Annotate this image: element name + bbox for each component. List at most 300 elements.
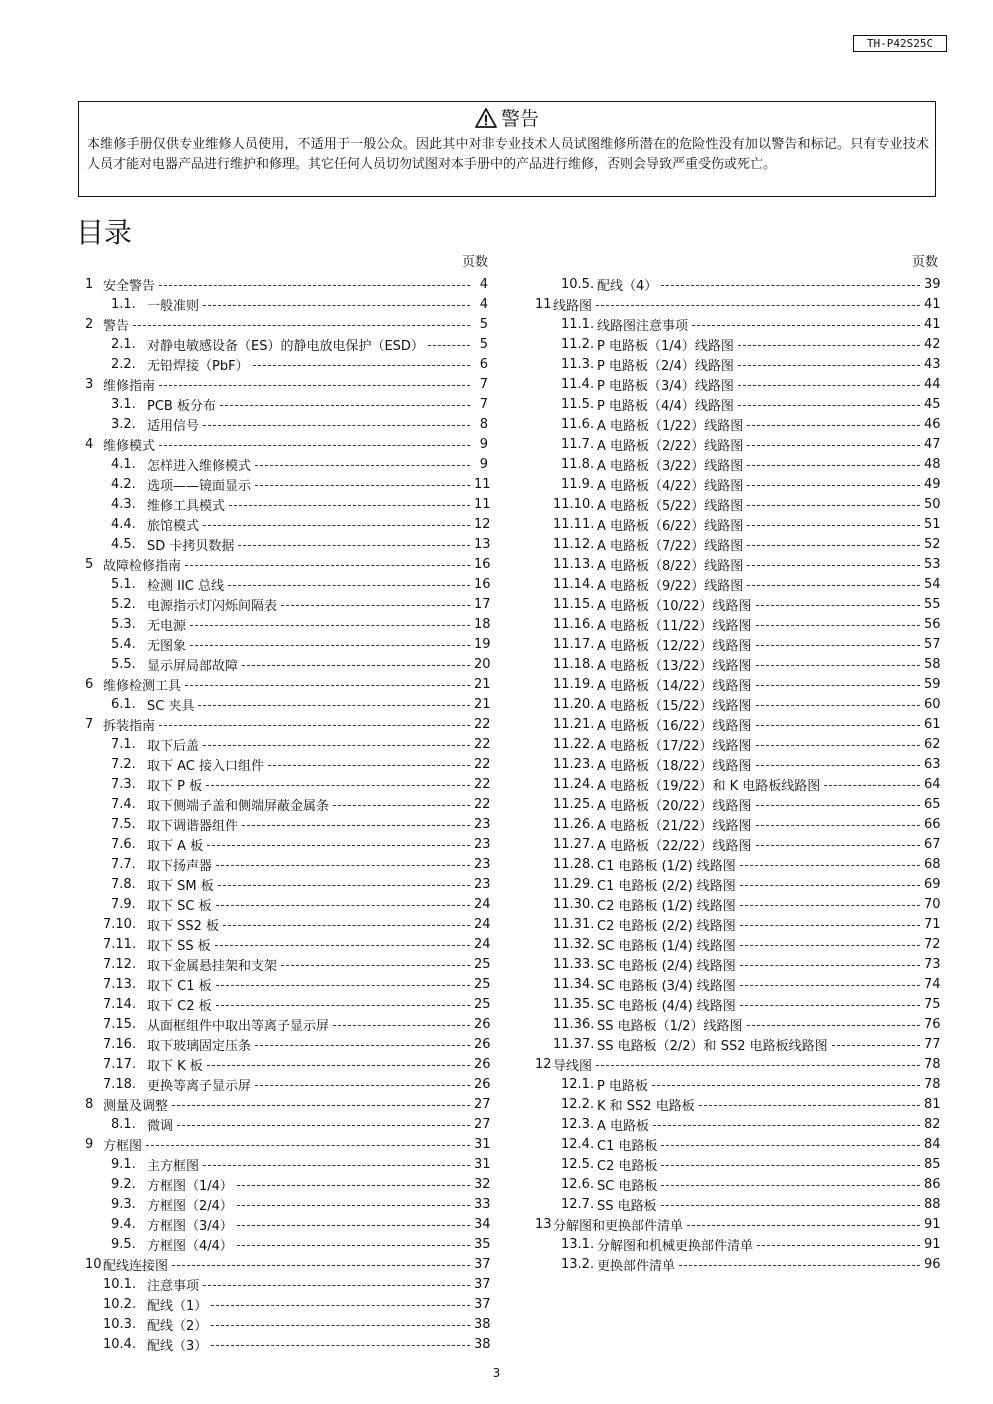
toc-entry[interactable] — [85, 1054, 491, 1074]
toc-entry-label: 取下扬声器 — [147, 858, 213, 874]
toc-entry-number: 11.18. — [553, 656, 595, 672]
toc-entry[interactable] — [535, 834, 941, 854]
toc-leader-dots — [255, 1045, 470, 1046]
toc-entry-number: 12.1. — [561, 1076, 595, 1092]
toc-entry[interactable] — [85, 274, 488, 294]
model-number: TH-P42S25C — [853, 35, 947, 52]
toc-leader-dots — [738, 345, 920, 346]
toc-entry[interactable] — [535, 1214, 941, 1234]
toc-entry-number: 4.3. — [111, 496, 136, 512]
toc-entry[interactable] — [85, 554, 491, 574]
toc-leader-dots — [756, 845, 921, 846]
toc-entry[interactable] — [85, 474, 491, 494]
toc-entry[interactable] — [85, 614, 491, 634]
toc-entry-page: 7 — [479, 376, 488, 392]
toc-entry[interactable] — [85, 414, 488, 434]
toc-leader-dots — [172, 1105, 470, 1106]
toc-entry[interactable] — [85, 1154, 491, 1174]
toc-entry-number: 6.1. — [111, 696, 136, 712]
toc-entry[interactable] — [85, 594, 491, 614]
toc-entry-label: 一般准则 — [147, 298, 200, 314]
toc-entry[interactable] — [535, 334, 941, 354]
toc-entry-page: 17 — [474, 596, 491, 612]
toc-entry[interactable] — [535, 1034, 941, 1054]
toc-leader-dots — [699, 1105, 920, 1106]
toc-entry-label: A 电路板（16/22）线路图 — [597, 718, 752, 734]
toc-entry-label: 取下 SC 板 — [147, 898, 212, 914]
toc-entry-number: 1.1. — [111, 296, 136, 312]
toc-entry-page: 35 — [474, 1236, 491, 1252]
toc-entry-label: 取下玻璃固定压条 — [147, 1038, 252, 1054]
toc-entry-label: P 电路板（2/4）线路图 — [597, 358, 734, 374]
toc-entry-label: A 电路板（10/22）线路图 — [597, 598, 752, 614]
toc-entry[interactable] — [85, 714, 491, 734]
toc-entry[interactable] — [85, 494, 491, 514]
toc-leader-dots — [185, 685, 470, 686]
toc-entry-number: 10.2. — [103, 1296, 137, 1312]
toc-entry-page: 22 — [474, 716, 491, 732]
toc-entry-label: P 电路板（1/4）线路图 — [597, 338, 734, 354]
toc-entry[interactable] — [85, 794, 491, 814]
toc-entry[interactable] — [535, 874, 941, 894]
toc-entry-number: 7.9. — [111, 896, 136, 912]
toc-leader-dots — [159, 725, 470, 726]
toc-entry[interactable] — [535, 414, 941, 434]
toc-entry-page: 22 — [474, 796, 491, 812]
warning-triangle-icon — [475, 108, 497, 128]
toc-leader-dots — [159, 385, 470, 386]
toc-entry[interactable] — [85, 1254, 491, 1274]
toc-entry-label: 配线连接图 — [103, 1258, 169, 1274]
toc-entry-label: 对静电敏感设备（ES）的静电放电保护（ESD） — [147, 338, 424, 354]
toc-entry-number: 11.4. — [561, 376, 595, 392]
toc-entry[interactable] — [535, 914, 941, 934]
toc-entry-page: 50 — [924, 496, 941, 512]
toc-entry-page: 41 — [924, 316, 941, 332]
toc-entry[interactable] — [85, 914, 491, 934]
toc-entry[interactable] — [85, 394, 488, 414]
toc-entry-page: 11 — [474, 496, 491, 512]
toc-entry[interactable] — [85, 1214, 491, 1234]
toc-entry[interactable] — [85, 814, 491, 834]
toc-entry-page: 49 — [924, 476, 941, 492]
toc-entry-number: 7.3. — [111, 776, 136, 792]
toc-entry-label: 故障检修指南 — [103, 558, 182, 574]
toc-entry[interactable] — [85, 294, 488, 314]
toc-entry[interactable] — [85, 634, 491, 654]
toc-entry-label: A 电路板（13/22）线路图 — [597, 658, 752, 674]
toc-entry[interactable] — [535, 1154, 941, 1174]
toc-entry[interactable] — [85, 774, 491, 794]
toc-entry-page: 25 — [474, 996, 491, 1012]
toc-entry-label: 拆装指南 — [103, 718, 156, 734]
toc-entry-number: 4.5. — [111, 536, 136, 552]
toc-entry-page: 77 — [924, 1036, 941, 1052]
toc-entry-label: 方框图（1/4） — [147, 1178, 233, 1194]
toc-leader-dots — [159, 285, 470, 286]
toc-entry[interactable] — [535, 994, 941, 1014]
toc-entry[interactable] — [85, 694, 491, 714]
toc-entry-label: 取下侧端子盖和侧端屏蔽金属条 — [147, 798, 330, 814]
toc-leader-dots — [747, 525, 920, 526]
toc-entry[interactable] — [85, 314, 488, 334]
toc-leader-dots — [253, 365, 470, 366]
toc-entry-page: 24 — [474, 916, 491, 932]
toc-entry[interactable] — [535, 1234, 941, 1254]
toc-entry-page: 65 — [924, 796, 941, 812]
toc-entry-number: 11.12. — [553, 536, 595, 552]
toc-entry-number: 4.1. — [111, 456, 136, 472]
toc-entry-number: 7.16. — [103, 1036, 137, 1052]
toc-entry-number: 10.3. — [103, 1316, 137, 1332]
toc-entry[interactable] — [85, 1314, 491, 1334]
toc-entry-label: 取下调谐器组件 — [147, 818, 239, 834]
toc-entry[interactable] — [535, 894, 941, 914]
toc-entry[interactable] — [535, 494, 941, 514]
toc-entry-page: 20 — [474, 656, 491, 672]
toc-entry-page: 53 — [924, 556, 941, 572]
toc-entry[interactable] — [535, 1074, 941, 1094]
toc-entry-label: SS 电路板 — [597, 1198, 657, 1214]
toc-leader-dots — [756, 665, 921, 666]
toc-entry-page: 5 — [479, 316, 488, 332]
toc-entry-label: A 电路板（5/22）线路图 — [597, 498, 744, 514]
toc-entry[interactable] — [85, 854, 491, 874]
toc-entry[interactable] — [535, 954, 941, 974]
toc-entry[interactable] — [535, 814, 941, 834]
toc-entry[interactable] — [535, 1254, 941, 1274]
toc-entry[interactable] — [535, 274, 941, 294]
toc-entry[interactable] — [535, 474, 941, 494]
toc-leader-dots — [333, 1025, 470, 1026]
toc-leader-dots — [740, 905, 920, 906]
toc-entry[interactable] — [535, 314, 941, 334]
toc-entry[interactable] — [85, 1114, 491, 1134]
toc-entry[interactable] — [535, 714, 941, 734]
toc-entry[interactable] — [85, 1174, 491, 1194]
toc-leader-dots — [203, 1165, 470, 1166]
toc-entry[interactable] — [535, 354, 941, 374]
toc-entry[interactable] — [85, 734, 491, 754]
toc-entry[interactable] — [85, 514, 491, 534]
toc-entry-number: 7.15. — [103, 1016, 137, 1032]
toc-entry[interactable] — [535, 1134, 941, 1154]
warning-title — [79, 106, 935, 132]
toc-entry-page: 8 — [479, 416, 488, 432]
toc-entry[interactable] — [535, 534, 941, 554]
toc-entry-page: 48 — [924, 456, 941, 472]
toc-entry-page: 11 — [474, 476, 491, 492]
toc-entry[interactable] — [535, 454, 941, 474]
toc-right-list — [535, 274, 941, 1274]
toc-entry[interactable] — [535, 294, 941, 314]
toc-entry[interactable] — [85, 1234, 491, 1254]
toc-entry-number: 9.3. — [111, 1196, 136, 1212]
toc-entry-page: 27 — [474, 1116, 491, 1132]
toc-entry-page: 91 — [924, 1236, 941, 1252]
toc-entry[interactable] — [535, 594, 941, 614]
toc-entry-page: 71 — [924, 916, 941, 932]
toc-entry[interactable] — [85, 454, 488, 474]
toc-leader-dots — [206, 785, 470, 786]
toc-entry-page: 19 — [474, 636, 491, 652]
toc-leader-dots — [740, 925, 920, 926]
toc-entry-page: 37 — [474, 1276, 491, 1292]
toc-entry-number: 10.5. — [561, 276, 595, 292]
toc-entry-label: 线路图 — [553, 298, 593, 314]
toc-entry[interactable] — [535, 934, 941, 954]
toc-entry-number: 9.4. — [111, 1216, 136, 1232]
toc-entry-page: 21 — [474, 676, 491, 692]
toc-left-list — [85, 274, 491, 1354]
toc-right-column — [535, 254, 941, 1274]
toc-entry[interactable] — [535, 394, 941, 414]
toc-entry-page: 22 — [474, 776, 491, 792]
toc-entry-number: 11.31. — [553, 916, 595, 932]
toc-entry-label: 配线（3） — [147, 1338, 208, 1354]
toc-entry-label: 旅馆模式 — [147, 518, 200, 534]
toc-leader-dots — [740, 965, 920, 966]
toc-entry-page: 91 — [924, 1216, 941, 1232]
toc-entry-number: 12 — [535, 1056, 552, 1072]
toc-leader-dots — [185, 565, 470, 566]
toc-entry-label: 维修检测工具 — [103, 678, 182, 694]
toc-entry[interactable] — [535, 694, 941, 714]
toc-leader-dots — [255, 485, 470, 486]
toc-entry-label: 更换等离子显示屏 — [147, 1078, 252, 1094]
toc-leader-dots — [747, 425, 920, 426]
toc-leader-dots — [215, 945, 470, 946]
toc-entry[interactable] — [85, 1294, 491, 1314]
toc-entry-page: 16 — [474, 556, 491, 572]
toc-entry[interactable] — [85, 1094, 491, 1114]
toc-entry-number: 11.5. — [561, 396, 595, 412]
toc-entry-label: 测量及调整 — [103, 1098, 169, 1114]
pages-header: 页数 — [911, 255, 938, 270]
toc-entry[interactable] — [85, 934, 491, 954]
toc-entry-number: 7.18. — [103, 1076, 137, 1092]
toc-entry-number: 11.26. — [553, 816, 595, 832]
toc-leader-dots — [692, 325, 920, 326]
toc-entry[interactable] — [85, 434, 488, 454]
toc-entry[interactable] — [535, 614, 941, 634]
toc-entry-number: 9.5. — [111, 1236, 136, 1252]
toc-entry[interactable] — [535, 1114, 941, 1134]
toc-entry-label: 安全警告 — [103, 278, 156, 294]
toc-entry-number: 11.28. — [553, 856, 595, 872]
toc-entry[interactable] — [85, 654, 491, 674]
toc-entry-page: 68 — [924, 856, 941, 872]
toc-entry-label: 维修工具模式 — [147, 498, 226, 514]
toc-entry-number: 13 — [535, 1216, 552, 1232]
toc-leader-dots — [747, 485, 920, 486]
toc-entry-number: 5.4. — [111, 636, 136, 652]
toc-leader-dots — [756, 645, 921, 646]
toc-leader-dots — [207, 845, 470, 846]
toc-entry[interactable] — [535, 434, 941, 454]
toc-entry[interactable] — [85, 574, 491, 594]
toc-leader-dots — [756, 685, 921, 686]
toc-leader-dots — [133, 325, 470, 326]
toc-entry[interactable] — [85, 874, 491, 894]
toc-leader-dots — [190, 625, 470, 626]
toc-leader-dots — [747, 505, 920, 506]
toc-leader-dots — [237, 1245, 470, 1246]
toc-entry-label: C2 电路板 — [597, 1158, 658, 1174]
toc-entry[interactable] — [85, 1034, 491, 1054]
toc-entry-number: 9.1. — [111, 1156, 136, 1172]
toc-leader-dots — [661, 285, 920, 286]
toc-entry-page: 44 — [924, 376, 941, 392]
toc-entry-page: 13 — [474, 536, 491, 552]
toc-entry-number: 11.33. — [553, 956, 595, 972]
toc-entry-number: 11.36. — [553, 1016, 595, 1032]
toc-entry-number: 2.1. — [111, 336, 136, 352]
toc-entry-number: 12.4. — [561, 1136, 595, 1152]
toc-entry[interactable] — [535, 554, 941, 574]
toc-entry[interactable] — [85, 954, 491, 974]
toc-leader-dots — [738, 385, 920, 386]
toc-leader-dots — [203, 1285, 470, 1286]
toc-entry-number: 7 — [85, 716, 94, 732]
toc-leader-dots — [679, 1265, 920, 1266]
toc-entry-number: 11 — [535, 296, 552, 312]
toc-leader-dots — [747, 1025, 920, 1026]
toc-entry[interactable] — [85, 1134, 491, 1154]
toc-leader-dots — [207, 1065, 470, 1066]
toc-entry[interactable] — [535, 734, 941, 754]
toc-entry[interactable] — [85, 834, 491, 854]
toc-entry-label: SC 电路板 — [597, 1178, 658, 1194]
toc-entry-number: 7.12. — [103, 956, 137, 972]
toc-entry-page: 26 — [474, 1016, 491, 1032]
toc-entry-page: 23 — [474, 876, 491, 892]
toc-entry[interactable] — [535, 674, 941, 694]
toc-entry[interactable] — [535, 1094, 941, 1114]
toc-entry-number: 12.6. — [561, 1176, 595, 1192]
toc-entry-label: A 电路板（9/22）线路图 — [597, 578, 744, 594]
toc-entry-page: 69 — [924, 876, 941, 892]
toc-entry[interactable] — [535, 374, 941, 394]
toc-leader-dots — [229, 505, 470, 506]
toc-entry[interactable] — [85, 1074, 491, 1094]
toc-entry-number: 11.19. — [553, 676, 595, 692]
toc-entry[interactable] — [85, 354, 488, 374]
toc-leader-dots — [220, 405, 470, 406]
toc-entry-page: 52 — [924, 536, 941, 552]
toc-leader-dots — [159, 445, 470, 446]
toc-entry-label: A 电路板（14/22）线路图 — [597, 678, 752, 694]
toc-entry[interactable] — [535, 974, 941, 994]
toc-entry[interactable] — [535, 754, 941, 774]
toc-entry-number: 11.20. — [553, 696, 595, 712]
toc-entry[interactable] — [85, 1274, 491, 1294]
toc-leader-dots — [255, 1085, 470, 1086]
toc-entry-label: SC 电路板 (3/4) 线路图 — [597, 978, 736, 994]
toc-leader-dots — [756, 745, 921, 746]
toc-entry-label: C2 电路板 (1/2) 线路图 — [597, 898, 736, 914]
toc-entry-page: 32 — [474, 1176, 491, 1192]
toc-entry[interactable] — [85, 374, 488, 394]
toc-leader-dots — [756, 825, 921, 826]
toc-leader-dots — [756, 705, 921, 706]
toc-entry-label: 取下金属悬挂架和支架 — [147, 958, 278, 974]
toc-entry[interactable] — [535, 774, 941, 794]
toc-entry-page: 26 — [474, 1076, 491, 1092]
toc-entry[interactable] — [535, 634, 941, 654]
toc-leader-dots — [211, 1305, 470, 1306]
toc-entry-number: 7.5. — [111, 816, 136, 832]
toc-entry[interactable] — [535, 1054, 941, 1074]
toc-entry-label: PCB 板分布 — [147, 398, 216, 414]
toc-entry[interactable] — [85, 754, 491, 774]
toc-leader-dots — [661, 1145, 920, 1146]
toc-entry-label: A 电路板（6/22）线路图 — [597, 518, 744, 534]
toc-entry[interactable] — [535, 794, 941, 814]
toc-entry[interactable] — [85, 1334, 491, 1354]
toc-entry[interactable] — [535, 654, 941, 674]
toc-entry-label: 取下 K 板 — [147, 1058, 203, 1074]
toc-entry-label: 取下 SS 板 — [147, 938, 211, 954]
toc-entry-label: A 电路板（11/22）线路图 — [597, 618, 752, 634]
toc-entry-number: 12.3. — [561, 1116, 595, 1132]
toc-entry-label: 导线图 — [553, 1058, 593, 1074]
toc-entry-number: 2.2. — [111, 356, 136, 372]
toc-entry[interactable] — [85, 974, 491, 994]
toc-entry-page: 22 — [474, 736, 491, 752]
toc-entry-label: 分解图和机械更换部件清单 — [597, 1238, 754, 1254]
toc-leader-dots — [198, 705, 470, 706]
toc-entry[interactable] — [85, 534, 491, 554]
toc-leader-dots — [203, 745, 470, 746]
toc-entry-label: 取下 P 板 — [147, 778, 203, 794]
toc-entry-page: 39 — [924, 276, 941, 292]
toc-entry-page: 70 — [924, 896, 941, 912]
warning-title-text: 警告 — [500, 108, 539, 130]
toc-entry-label: 取下 A 板 — [147, 838, 204, 854]
toc-entry-page: 9 — [479, 436, 488, 452]
toc-entry[interactable] — [85, 1014, 491, 1034]
toc-entry[interactable] — [535, 1194, 941, 1214]
toc-leader-dots — [238, 545, 470, 546]
toc-entry-page: 4 — [479, 276, 488, 292]
toc-leader-dots — [756, 605, 921, 606]
toc-entry[interactable] — [85, 674, 491, 694]
toc-entry[interactable] — [85, 1194, 491, 1214]
toc-entry[interactable] — [535, 1014, 941, 1034]
toc-entry-number: 11.32. — [553, 936, 595, 952]
toc-entry-label: SS 电路板（2/2）和 SS2 电路板线路图 — [597, 1038, 828, 1054]
toc-entry-number: 11.30. — [553, 896, 595, 912]
toc-entry-number: 5.5. — [111, 656, 136, 672]
toc-entry[interactable] — [85, 994, 491, 1014]
toc-entry[interactable] — [85, 894, 491, 914]
toc-entry[interactable] — [535, 854, 941, 874]
toc-entry[interactable] — [535, 514, 941, 534]
toc-entry[interactable] — [85, 334, 488, 354]
toc-entry-label: 微调 — [147, 1118, 174, 1134]
toc-entry-label: A 电路板（19/22）和 K 电路板线路图 — [597, 778, 821, 794]
toc-entry-label: C1 电路板 — [597, 1138, 658, 1154]
toc-entry-number: 4.2. — [111, 476, 136, 492]
toc-entry-label: P 电路板 — [597, 1078, 648, 1094]
toc-entry-label: 取下 SS2 板 — [147, 918, 220, 934]
toc-entry[interactable] — [535, 574, 941, 594]
toc-entry[interactable] — [535, 1174, 941, 1194]
toc-entry-label: 取下后盖 — [147, 738, 200, 754]
toc-leader-dots — [242, 665, 470, 666]
toc-entry-label: C2 电路板 (2/2) 线路图 — [597, 918, 736, 934]
